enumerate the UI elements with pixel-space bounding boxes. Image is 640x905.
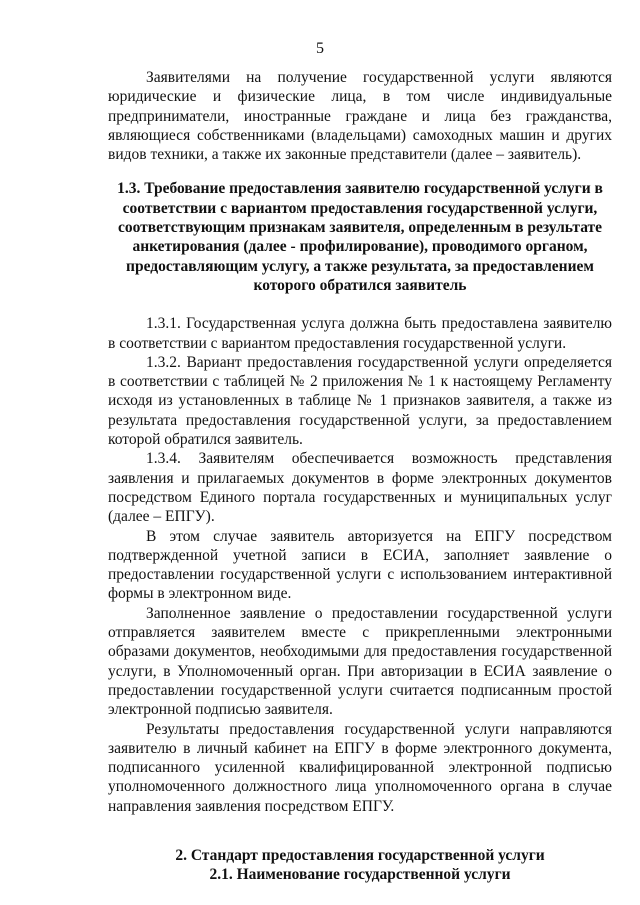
paragraph-1-3-4: 1.3.4. Заявителям обеспечивается возможность представления заявления и прилагаемых документов в форме электронных документов посредством Единого портала государственных и муниципальных услуг (далее – ЕПГУ). xyxy=(108,450,612,526)
page-number: 5 xyxy=(316,40,324,57)
paragraph-filled-application: Заполненное заявление о предоставлении государственной услуги отправляется заявителем вместе с прикрепленными электронными образами документов, необходимыми для предоставления государственной услуги, в Уполномоченный орган. При авторизации в ЕСИА заявление о предоставлении государственной услуги считается подписанным простой электронной подписью заявителя. xyxy=(108,604,612,719)
page-content xyxy=(108,68,612,885)
paragraph-epgu-authorization: В этом случае заявитель авторизуется на ЕПГУ посредством подтвержденной учетной записи в ЕСИА, заполняет заявление о предоставлении государственной услуги с использованием интерактивной формы в электронном виде. xyxy=(108,527,612,603)
paragraph-applicants: Заявителями на получение государственной услуги являются юридические и физические лица, в том числе индивидуальные предприниматели, иностранные граждане и лица без гражданства, являющиеся собственниками (владельцами) самоходных машин и других видов техники, а также их законные представители (далее – заявитель). xyxy=(108,69,612,164)
paragraph-1-3-2: 1.3.2. Вариант предоставления государственной услуги определяется в соответствии с таблицей № 2 приложения № 1 к настоящему Регламенту исходя из установленных в таблице № 1 признаков заявителя, а также из результата предоставления государственной услуги, за предоставлением которой обратился заявитель. xyxy=(108,353,612,449)
section-heading-1-3: 1.3. Требование предоставления заявителю государственной услуги в соответствии с вариантом предоставления государственной услуги, соответствующим признакам заявителя, определенным в результате анкетирования (далее - профилирование), проводимого органом, предоставляющим услугу, а также результата, за предоставлением которого обратился заявитель xyxy=(117,180,603,294)
section-heading-2: 2. Стандарт предоставления государственной услуги xyxy=(175,846,545,864)
paragraph-1-3-1: 1.3.1. Государственная услуга должна быть предоставлена заявителю в соответствии с вариантом предоставления государственной услуги. xyxy=(108,315,612,352)
section-heading-2-1: 2.1. Наименование государственной услуги xyxy=(209,866,511,884)
paragraph-results: Результаты предоставления государственной услуги направляются заявителю в личный кабинет на ЕПГУ в форме электронного документа, подписанного усиленной квалифицированной электронной подписью уполномоченного должностного лица уполномоченного органа в случае направления заявления посредством ЕПГУ. xyxy=(108,720,612,815)
